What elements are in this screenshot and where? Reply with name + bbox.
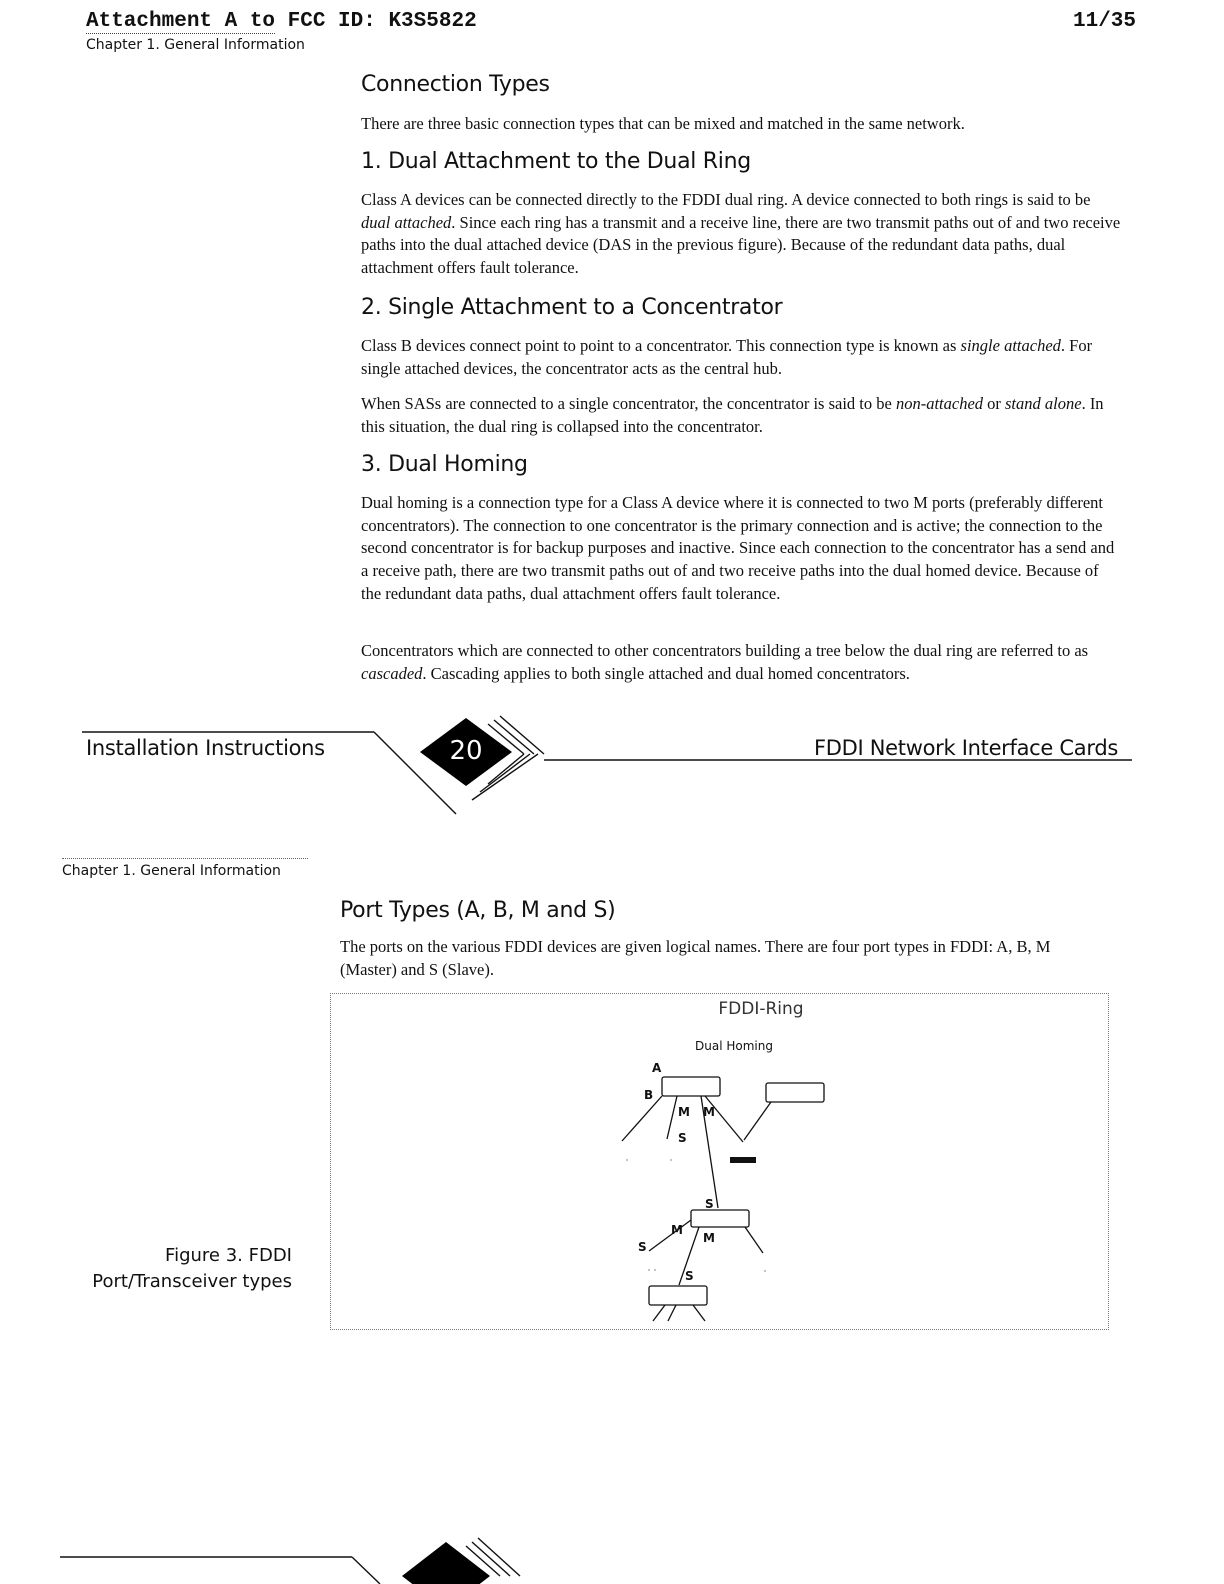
single-attachment-paragraph-2: When SASs are connected to a single concentrator, the concentrator is said to be non-attached or stand alone. In this situation, the dual ring is collapsed into the concentrator. [361, 394, 1104, 436]
port-s3-label: S [638, 1240, 647, 1254]
footer-page-number: 20 [449, 736, 483, 766]
port-m2-label: M [703, 1105, 715, 1119]
port-m1-label: M [678, 1105, 690, 1119]
single-attachment-heading: 2. Single Attachment to a Concentrator [361, 295, 783, 320]
port-s2-label: S [705, 1197, 714, 1211]
port-s4-label: S [685, 1269, 694, 1283]
terminator-block [730, 1157, 756, 1163]
figure-caption-line2: Port/Transceiver types [92, 1271, 292, 1292]
port-types-intro: The ports on the various FDDI devices are given logical names. There are four port types in FDDI: A, B, M (Master) and S (Slave). [340, 937, 1051, 979]
dual-homing-label: Dual Homing [695, 1039, 773, 1053]
ring-label: FDDI-Ring [718, 999, 804, 1019]
dual-homing-heading: 3. Dual Homing [361, 452, 528, 477]
footer-right-title: FDDI Network Interface Cards [813, 736, 1118, 760]
footer2-ornament [0, 1536, 1224, 1584]
fddi-figure [330, 993, 1109, 1330]
port-m3-label: M [671, 1223, 683, 1237]
attachment-id: FCC ID: K3S5822 [287, 10, 477, 33]
port-m4-label: M [703, 1231, 715, 1245]
chapter-label: Chapter 1. General Information [86, 37, 305, 53]
fddi-port-diagram [331, 994, 1108, 1329]
page-footer [0, 714, 1224, 824]
concentrator-middle [691, 1210, 749, 1227]
page-count: 11/35 [1072, 10, 1136, 33]
concentrator-top-right [766, 1083, 824, 1102]
footer-ornament [0, 714, 1224, 824]
dual-homing-paragraph-2: Concentrators which are connected to other concentrators building a tree below the dual ring are referred to as cascaded. Cascading applies to both single attached and dual homed concentrators. [361, 641, 1089, 683]
port-types-heading: Port Types (A, B, M and S) [340, 898, 616, 923]
connection-types-intro: There are three basic connection types that can be mixed and matched in the same network. [361, 114, 965, 133]
dual-attachment-heading: 1. Dual Attachment to the Dual Ring [361, 149, 751, 174]
connection-types-heading: Connection Types [361, 72, 550, 97]
footer-left-title: Installation Instructions [86, 736, 325, 760]
figure-caption-line1: Figure 3. FDDI [165, 1245, 292, 1266]
chapter-rule [62, 858, 308, 859]
chapter-label-page21: Chapter 1. General Information [62, 858, 308, 879]
port-b-label: B [644, 1088, 654, 1102]
attachment-title [86, 10, 606, 33]
dual-homing-paragraph-1: Dual homing is a connection type for a Class A device where it is connected to two M ports (preferably different concentrators). The connection to one concentrator is the primary connection and is active; the connection to the second concentrator is for backup purposes and inactive. Since each connection to the concentrator has a send and a receive path, there are two transmit paths out of and two receive paths into the dual homed device. Because of the redundant data paths, dual attachment offers fault tolerance. [361, 493, 1115, 603]
attachment-lead: Attachment A to [86, 10, 276, 33]
dual-homed-device [662, 1077, 720, 1096]
station-bottom [649, 1286, 707, 1305]
single-attachment-paragraph-1: Class B devices connect point to point to a concentrator. This connection type is known as single attached. For single attached devices, the concentrator acts as the central hub. [361, 336, 1093, 378]
port-a-label: A [652, 1061, 662, 1075]
figure-caption [70, 1243, 292, 1295]
page21-footer-partial [0, 1536, 1224, 1584]
port-s1-label: S [678, 1131, 687, 1145]
dual-attachment-paragraph: Class A devices can be connected directly to the FDDI dual ring. A device connected to both rings is said to be dual attached. Since each ring has a transmit and a receive line, there are two transmit paths out of and two receive paths into the dual attached device (DAS in the previous figure). Because of the redundant data paths, dual attachment offers fault tolerance. [361, 190, 1121, 278]
